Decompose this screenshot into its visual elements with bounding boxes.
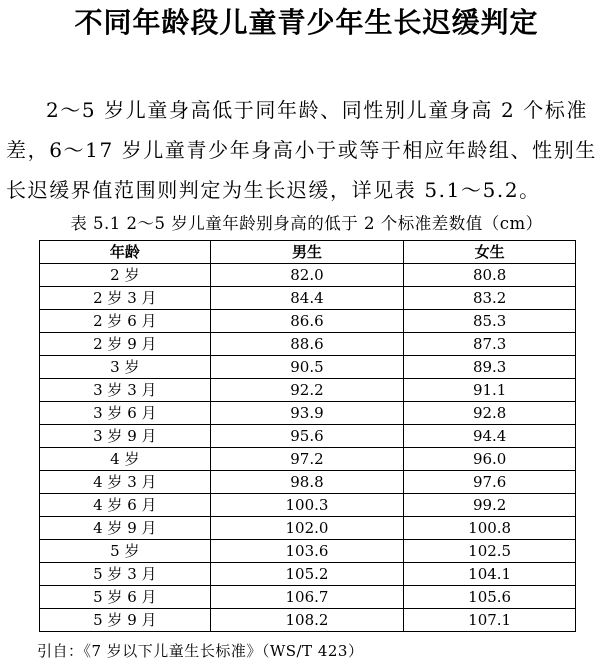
paragraph-text: 2～5 岁儿童身高低于同年龄、同性别儿童身高 2 个标准差，6～17 岁儿童青少年身高小于或等于相应年龄组、性别生长迟缓界值范围则判定为生长迟缓，详见表 5.1～5.2。 <box>6 98 597 202</box>
cell-male: 100.3 <box>210 494 404 517</box>
table-header-row <box>40 241 576 264</box>
cell-female: 97.6 <box>404 471 576 494</box>
table-row <box>40 310 576 333</box>
cell-female: 87.3 <box>404 333 576 356</box>
cell-age: 3 岁 9 月 <box>40 425 211 448</box>
table-row <box>40 379 576 402</box>
cell-male: 93.9 <box>210 402 404 425</box>
header-male: 男生 <box>210 241 404 264</box>
table-row <box>40 540 576 563</box>
cell-male: 102.0 <box>210 517 404 540</box>
height-threshold-table <box>39 240 576 632</box>
cell-age: 4 岁 6 月 <box>40 494 211 517</box>
table-row <box>40 287 576 310</box>
table-row <box>40 586 576 609</box>
cell-female: 85.3 <box>404 310 576 333</box>
body-paragraph <box>6 90 610 210</box>
cell-age: 3 岁 3 月 <box>40 379 211 402</box>
cell-female: 96.0 <box>404 448 576 471</box>
cell-age: 4 岁 9 月 <box>40 517 211 540</box>
cell-age: 2 岁 9 月 <box>40 333 211 356</box>
cell-male: 90.5 <box>210 356 404 379</box>
table-row <box>40 517 576 540</box>
table-row <box>40 563 576 586</box>
cell-age: 5 岁 6 月 <box>40 586 211 609</box>
table-row <box>40 609 576 632</box>
cell-female: 104.1 <box>404 563 576 586</box>
cell-male: 86.6 <box>210 310 404 333</box>
cell-female: 107.1 <box>404 609 576 632</box>
cell-female: 94.4 <box>404 425 576 448</box>
cell-female: 83.2 <box>404 287 576 310</box>
cell-male: 82.0 <box>210 264 404 287</box>
cell-male: 88.6 <box>210 333 404 356</box>
cell-age: 3 岁 <box>40 356 211 379</box>
table-row <box>40 333 576 356</box>
cell-female: 80.8 <box>404 264 576 287</box>
cell-female: 100.8 <box>404 517 576 540</box>
table-row <box>40 471 576 494</box>
header-female: 女生 <box>404 241 576 264</box>
header-age: 年龄 <box>40 241 211 264</box>
cell-age: 5 岁 9 月 <box>40 609 211 632</box>
cell-male: 92.2 <box>210 379 404 402</box>
table-row <box>40 356 576 379</box>
cell-age: 3 岁 6 月 <box>40 402 211 425</box>
cell-age: 5 岁 <box>40 540 211 563</box>
cell-female: 89.3 <box>404 356 576 379</box>
table-row <box>40 402 576 425</box>
table-row <box>40 448 576 471</box>
cell-female: 105.6 <box>404 586 576 609</box>
cell-age: 4 岁 <box>40 448 211 471</box>
cell-age: 2 岁 <box>40 264 211 287</box>
cell-female: 99.2 <box>404 494 576 517</box>
cell-female: 92.8 <box>404 402 576 425</box>
cell-male: 98.8 <box>210 471 404 494</box>
cell-male: 95.6 <box>210 425 404 448</box>
table-row <box>40 425 576 448</box>
table-caption: 表 5.1 2～5 岁儿童年龄别身高的低于 2 个标准差数值（cm） <box>70 214 543 233</box>
source-citation: 引自：《7 岁以下儿童生长标准》（WS/T 423） <box>37 642 364 660</box>
cell-age: 5 岁 3 月 <box>40 563 211 586</box>
table-row <box>40 494 576 517</box>
cell-female: 91.1 <box>404 379 576 402</box>
cell-age: 2 岁 3 月 <box>40 287 211 310</box>
cell-female: 102.5 <box>404 540 576 563</box>
cell-male: 103.6 <box>210 540 404 563</box>
cell-male: 108.2 <box>210 609 404 632</box>
table-body <box>40 264 576 632</box>
page-title: 不同年龄段儿童青少年生长迟缓判定 <box>74 6 539 39</box>
cell-age: 2 岁 6 月 <box>40 310 211 333</box>
cell-age: 4 岁 3 月 <box>40 471 211 494</box>
cell-male: 97.2 <box>210 448 404 471</box>
cell-male: 105.2 <box>210 563 404 586</box>
table-row <box>40 264 576 287</box>
cell-male: 106.7 <box>210 586 404 609</box>
cell-male: 84.4 <box>210 287 404 310</box>
